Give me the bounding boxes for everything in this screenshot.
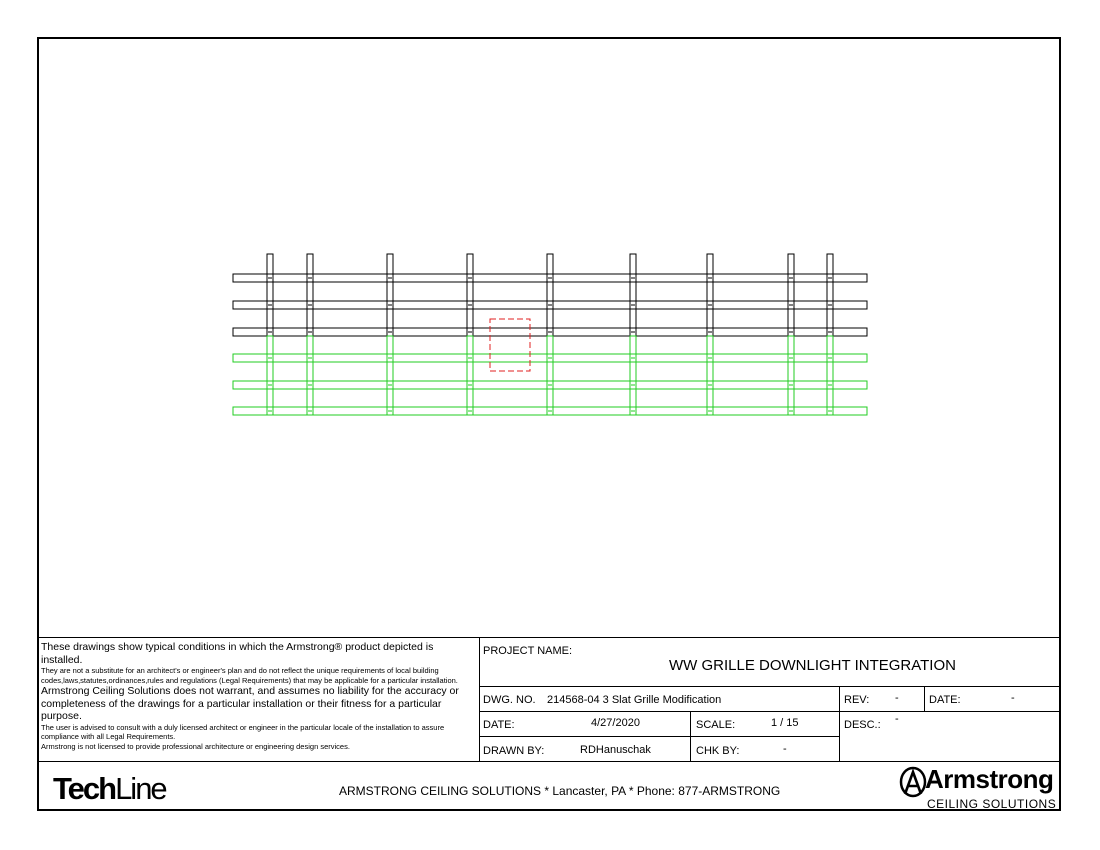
desc-value: - bbox=[895, 713, 899, 725]
desc-label: DESC.: bbox=[844, 719, 881, 731]
techline-logo-line: Line bbox=[115, 771, 166, 806]
drawn-by-value: RDHanuschak bbox=[580, 744, 651, 756]
disclaimer-intro: These drawings show typical conditions in which the Armstrong® product depicted is installed. bbox=[41, 641, 434, 666]
carrier bbox=[630, 254, 636, 415]
disclaimer-advice: The user is advised to consult with a duly licensed architect or engineer in the particular locale of the installation to assure compliance with all Legal Requirements. bbox=[41, 722, 445, 741]
rev-label: REV: bbox=[844, 694, 870, 706]
chk-by-value: - bbox=[783, 743, 787, 755]
carrier bbox=[788, 254, 794, 415]
rev-date-value: - bbox=[1011, 692, 1015, 704]
dwg-no-label: DWG. NO. bbox=[483, 694, 536, 706]
carrier bbox=[387, 254, 393, 415]
disclaimer-legal: They are not a substitute for an architect's or engineer's plan and do not reflect the unique requirements of local building codes,laws,statutes,ordinances,rules and regulations (Legal Requirements) that may be applicable for a particular installation. bbox=[41, 666, 458, 685]
carrier bbox=[467, 254, 473, 415]
carrier-group bbox=[267, 254, 833, 415]
armstrong-sub: CEILING SOLUTIONS bbox=[927, 797, 1057, 811]
drawing-sheet bbox=[37, 37, 1061, 811]
rev-date-label: DATE: bbox=[929, 694, 961, 706]
project-name-value: WW GRILLE DOWNLIGHT INTEGRATION bbox=[669, 657, 956, 674]
disclaimer-license: Armstrong is not licensed to provide professional architecture or engineering design services. bbox=[41, 741, 350, 751]
techline-logo-tech: Tech bbox=[53, 771, 116, 806]
carrier bbox=[827, 254, 833, 415]
scale-value: 1 / 15 bbox=[771, 717, 799, 729]
carrier bbox=[707, 254, 713, 415]
project-name-label: PROJECT NAME: bbox=[483, 645, 573, 657]
slat-group bbox=[233, 274, 867, 415]
disclaimer-warranty: Armstrong Ceiling Solutions does not warrant, and assumes no liability for the accuracy or completeness of the drawings for a particular installation or their fitness for a particular purpose. bbox=[41, 685, 459, 722]
scale-label: SCALE: bbox=[696, 719, 736, 731]
company-address: ARMSTRONG CEILING SOLUTIONS * Lancaster, PA * Phone: 877-ARMSTRONG bbox=[339, 784, 781, 798]
rev-value: - bbox=[895, 692, 899, 704]
drawn-by-label: DRAWN BY: bbox=[483, 745, 545, 757]
carrier bbox=[267, 254, 273, 415]
date-label: DATE: bbox=[483, 719, 515, 731]
downlight-cutout bbox=[490, 319, 530, 371]
grille-drawing bbox=[39, 39, 1059, 639]
armstrong-wordmark: Armstrong bbox=[925, 764, 1054, 794]
carrier bbox=[547, 254, 553, 415]
carrier bbox=[307, 254, 313, 415]
chk-by-label: CHK BY: bbox=[696, 745, 740, 757]
date-value: 4/27/2020 bbox=[591, 717, 640, 729]
techline-logo bbox=[53, 771, 166, 807]
dwg-no-value: 214568-04 3 Slat Grille Modification bbox=[547, 694, 722, 706]
disclaimer-block bbox=[41, 641, 477, 751]
armstrong-a-icon bbox=[899, 766, 927, 800]
